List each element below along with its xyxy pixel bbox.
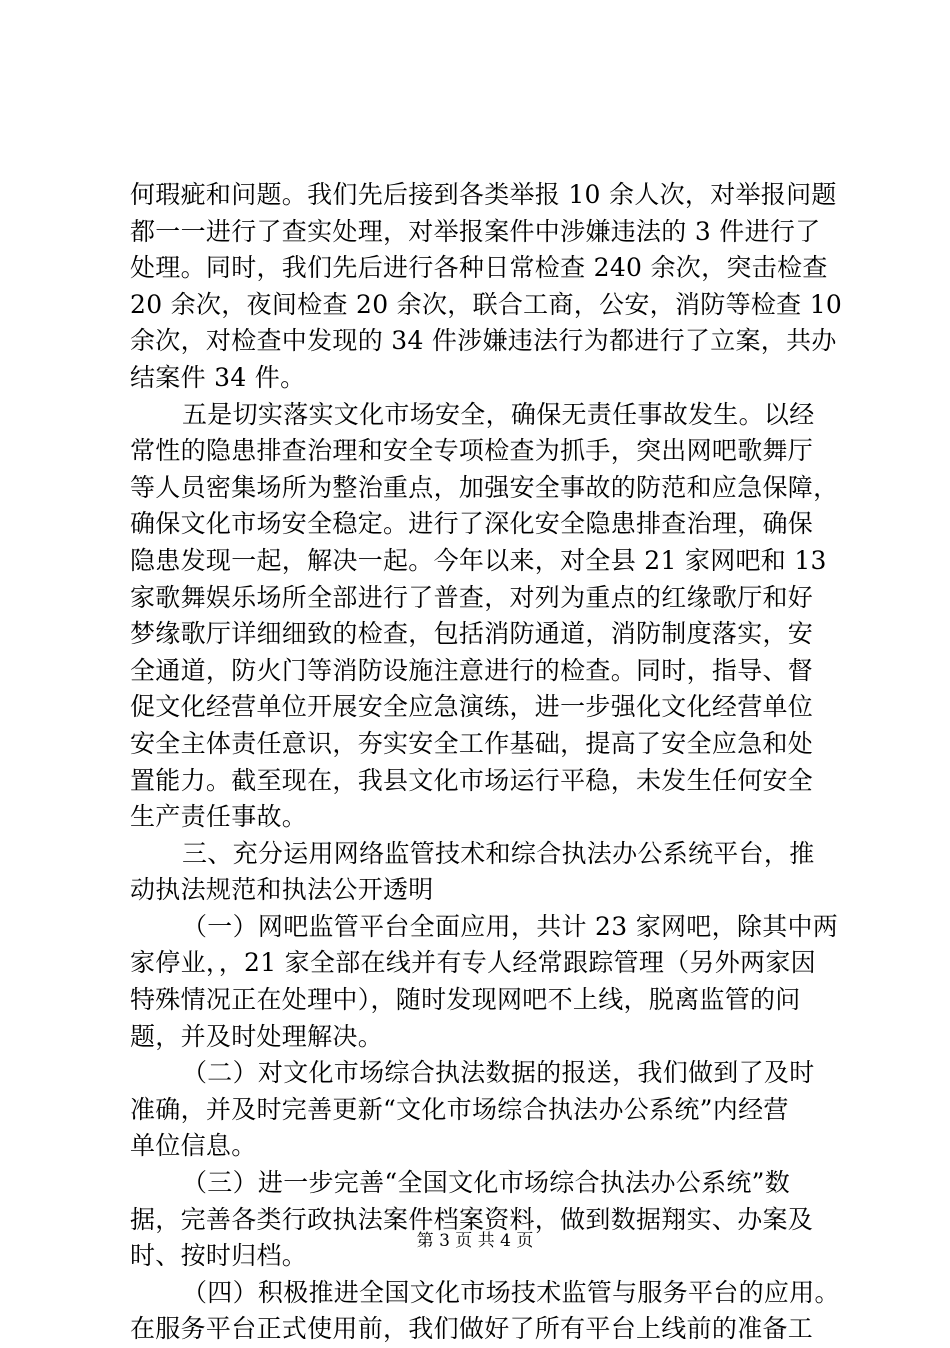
document-body xyxy=(130,177,843,1348)
page-footer: 第 3 页 共 4 页 xyxy=(416,1231,534,1251)
text-line: 余次，对检查中发现的 34 件涉嫌违法行为都进行了立案，共办 xyxy=(130,326,837,356)
text-line: 动执法规范和执法公开透明 xyxy=(130,875,434,905)
text-line: （二）对文化市场综合执法数据的报送，我们做到了及时 xyxy=(182,1058,815,1088)
text-line: 单位信息。 xyxy=(130,1131,257,1161)
text-line: 全通道，防火门等消防设施注意进行的检查。同时，指导、督 xyxy=(130,655,814,685)
text-line: 促文化经营单位开展安全应急演练，进一步强化文化经营单位 xyxy=(130,692,814,722)
text-line: 何瑕疵和问题。我们先后接到各类举报 10 余人次，对举报问题 xyxy=(130,180,837,209)
text-line: 常性的隐患排查治理和安全专项检查为抓手，突出网吧歌舞厅 xyxy=(130,436,814,466)
text-line: 生产责任事故。 xyxy=(130,802,308,832)
text-line: 结案件 34 件。 xyxy=(130,362,306,392)
text-line: 家停业，，21 家全部在线并有专人经常跟踪管理（另外两家因 xyxy=(130,948,816,978)
text-line: 特殊情况正在处理中），随时发现网吧不上线，脱离监管的问 xyxy=(130,985,801,1015)
text-line: 三、充分运用网络监管技术和综合执法办公系统平台，推 xyxy=(182,838,815,868)
text-line: 置能力。截至现在，我县文化市场运行平稳，未发生任何安全 xyxy=(130,765,814,795)
text-line: （三）进一步完善“全国文化市场综合执法办公系统”数 xyxy=(182,1168,791,1198)
text-line: 题，并及时处理解决。 xyxy=(130,1021,384,1051)
text-line: 准确，并及时完善更新“文化市场综合执法办公系统”内经营 xyxy=(130,1094,789,1124)
text-line: 时、按时归档。 xyxy=(130,1241,308,1271)
text-line: 处理。同时，我们先后进行各种日常检查 240 余次，突击检查 xyxy=(130,253,828,283)
text-line: 隐患发现一起，解决一起。今年以来，对全县 21 家网吧和 13 xyxy=(130,545,827,575)
text-line: （一）网吧监管平台全面应用，共计 23 家网吧，除其中两 xyxy=(182,911,839,941)
text-line: 梦缘歌厅详细细致的检查，包括消防通道，消防制度落实，安 xyxy=(130,619,814,649)
text-line: （四）积极推进全国文化市场技术监管与服务平台的应用。 xyxy=(182,1277,840,1307)
text-line: 五是切实落实文化市场安全，确保无责任事故发生。以经 xyxy=(182,399,815,429)
text-line: 安全主体责任意识，夯实安全工作基础，提高了安全应急和处 xyxy=(130,728,814,758)
text-line: 都一一进行了查实处理，对举报案件中涉嫌违法的 3 件进行了 xyxy=(130,216,821,246)
text-line: 在服务平台正式使用前，我们做好了所有平台上线前的准备工 xyxy=(130,1314,814,1344)
text-line: 家歌舞娱乐场所全部进行了普查，对列为重点的红缘歌厅和好 xyxy=(130,582,814,612)
text-line: 确保文化市场安全稳定。进行了深化安全隐患排查治理，确保 xyxy=(130,509,814,539)
text-line: 等人员密集场所为整治重点，加强安全事故的防范和应急保障， xyxy=(130,472,839,502)
text-line: 据，完善各类行政执法案件档案资料，做到数据翔实、办案及 xyxy=(130,1204,814,1234)
text-line: 20 余次，夜间检查 20 余次，联合工商，公安，消防等检查 10 xyxy=(130,289,843,319)
